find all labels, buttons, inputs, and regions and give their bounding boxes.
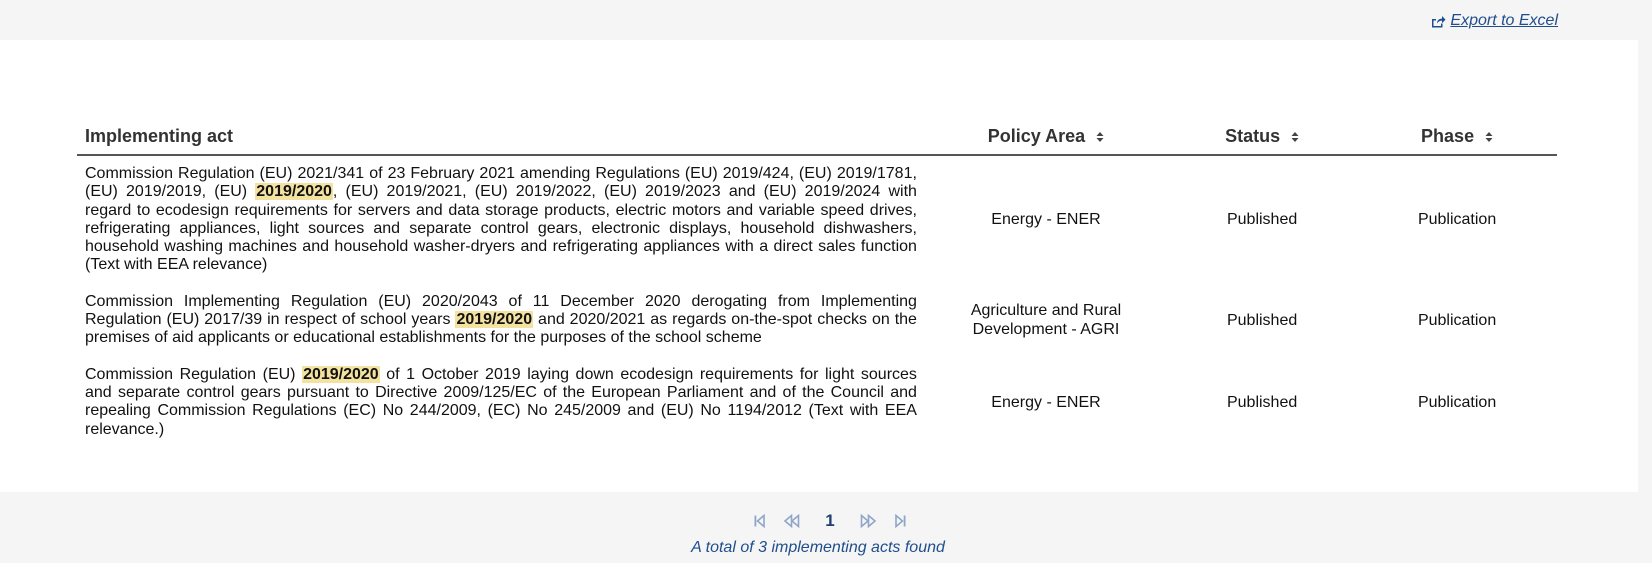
implementing-acts-table (77, 120, 1557, 448)
sort-icon[interactable] (1096, 131, 1104, 143)
implementing-act-link[interactable] (77, 284, 925, 357)
header-label: Implementing act (85, 126, 234, 146)
table-row (77, 155, 1557, 284)
status-cell: Published (1226, 311, 1298, 329)
phase-cell: Publication (1417, 211, 1497, 229)
header-phase[interactable] (1357, 120, 1557, 155)
header-implementing-act (77, 120, 925, 155)
phase-cell: Publication (1417, 393, 1497, 411)
policy-area-label: Agriculture and Rural Development - AGRI (970, 302, 1122, 339)
policy-area-cell: Energy - ENER (991, 393, 1101, 411)
export-to-excel-link[interactable] (1431, 12, 1558, 30)
first-page-icon[interactable] (751, 513, 769, 529)
phase-cell: Publication (1417, 311, 1497, 329)
implementing-act-link[interactable] (77, 357, 925, 448)
table-row (77, 284, 1557, 357)
table-row (77, 357, 1557, 448)
top-bar (0, 0, 1652, 40)
act-text: Commission Regulation (EU) (85, 365, 303, 383)
last-page-icon[interactable] (891, 513, 909, 529)
implementing-act-link[interactable] (77, 155, 925, 284)
results-panel (0, 40, 1638, 492)
act-text: , (EU) 2019/2021, (EU) 2019/2022, (EU) 2019/2023 and (EU) 2019/2024 with regard to ecodesign requirements for servers and data storage products, electric motors and variable speed drives, refrigerating appliances, light sources and separate control gears, electronic displays, household dishwashers, household washing machines and household washer-dryers and refrigerating appliances with a direct sales function (Text with EEA relevance) (85, 183, 917, 274)
pagination (0, 511, 1652, 531)
next-page-icon[interactable] (859, 513, 877, 529)
act-text: Commission Implementing Regulation (EU) 2020/2043 of 11 December 2020 derogating from Implementing Regulation (EU) 2017/39 in respect of school years (85, 292, 917, 329)
results-total: A total of 3 implementing acts found (691, 539, 945, 556)
share-export-icon (1431, 15, 1446, 28)
header-label: Phase (1421, 126, 1475, 146)
header-label: Policy Area (987, 126, 1086, 146)
sort-icon[interactable] (1485, 131, 1493, 143)
policy-area-cell (925, 284, 1167, 357)
export-label: Export to Excel (1450, 12, 1558, 29)
header-label: Status (1225, 126, 1281, 146)
policy-area-cell: Energy - ENER (991, 211, 1101, 229)
status-cell: Published (1226, 393, 1298, 411)
act-text: and 2020/2021 as regards on-the-spot checks on the premises of aid applicants or educational establishments for the purposes of the school scheme (85, 311, 917, 347)
header-policy-area[interactable] (925, 120, 1167, 155)
search-highlight: 2019/2020 (256, 183, 332, 201)
act-text: Commission Regulation (EU) 2021/341 of 23 February 2021 amending Regulations (EU) 2019/424, (EU) 2019/1781, (EU) 2019/2019, (EU) (85, 165, 917, 201)
search-highlight: 2019/2020 (456, 311, 533, 329)
current-page-number[interactable]: 1 (825, 511, 835, 530)
act-text: of 1 October 2019 laying down ecodesign requirements for light sources and separate control gears pursuant to Directive 2009/125/EC of the European Parliament and of the Council and repealing Commission Regulations (EC) No 244/2009, (EC) No 245/2009 and (EU) No 1194/2012 (Text with EEA relevance.) (85, 365, 917, 438)
search-highlight: 2019/2020 (303, 365, 379, 383)
header-status[interactable] (1167, 120, 1357, 155)
sort-icon[interactable] (1291, 131, 1299, 143)
status-cell: Published (1226, 211, 1298, 229)
table-header-row (77, 120, 1557, 155)
previous-page-icon[interactable] (783, 513, 801, 529)
